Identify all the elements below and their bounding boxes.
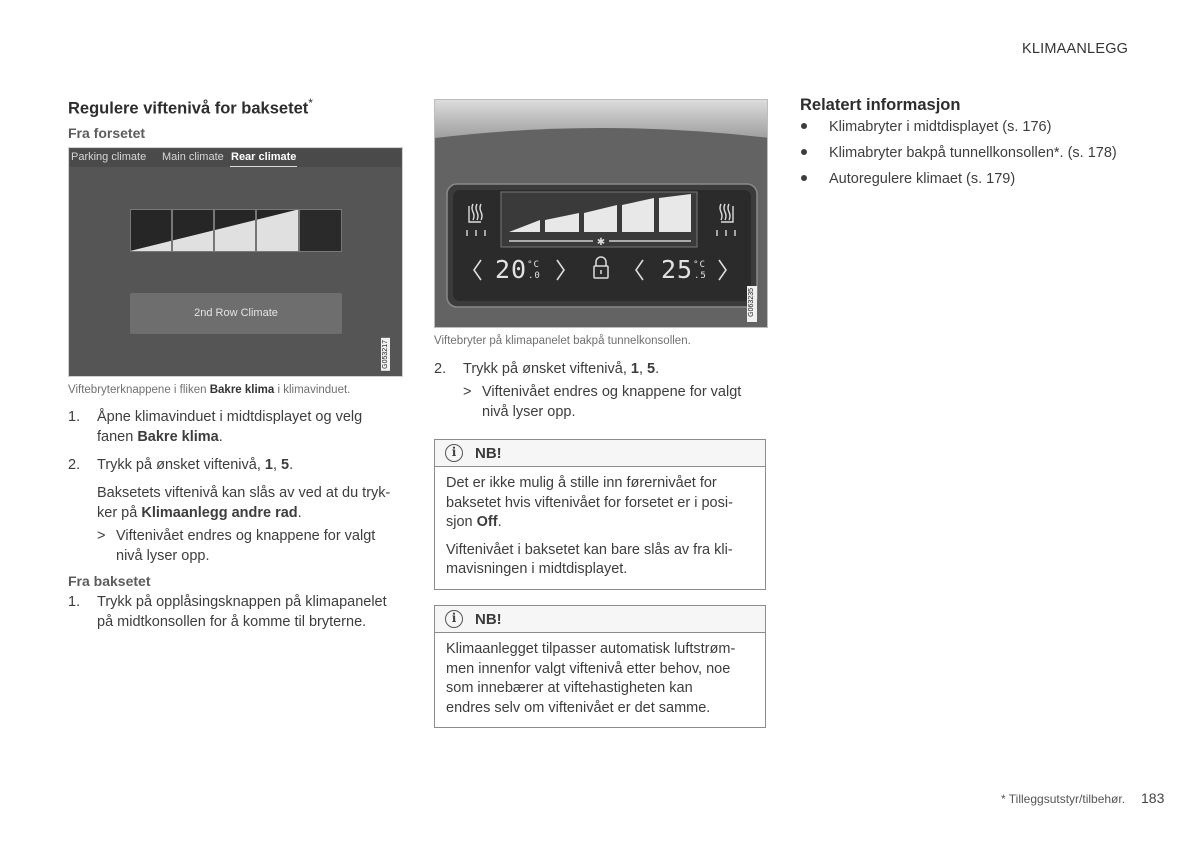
nb-text: men innenfor valgt viftenivå etter behov, noe <box>446 660 731 677</box>
nb-bold: Off <box>476 514 498 530</box>
nb-title: NB! <box>475 611 502 628</box>
tab-rear-climate: Rear climate <box>231 151 297 163</box>
bullet-icon <box>801 175 807 181</box>
page-number: 183 <box>1141 790 1165 806</box>
nb-text: som innebærer at viftehastigheten kan <box>446 680 693 696</box>
climate-tabs <box>70 149 401 167</box>
section-title-text: Regulere viftenivå for baksetet <box>68 99 309 118</box>
step-text: Trykk på ønsket viftenivå, <box>97 457 265 473</box>
result-text: Viftenivået endres og knappene for valgt <box>116 528 376 544</box>
step-text: , <box>638 361 648 377</box>
temp-left-value: 20 <box>495 255 528 284</box>
related-link[interactable]: Autoregulere klimaet (s. 179) <box>829 171 1016 187</box>
step-2-note <box>97 484 417 523</box>
section-header: KLIMAANLEGG <box>1022 41 1129 57</box>
step-text: , <box>272 457 282 473</box>
nb-text: Det er ikke mulig å stille inn førernivået for <box>446 475 717 491</box>
step-1 <box>68 408 408 447</box>
middle-step-2 <box>434 360 768 380</box>
result-marker: > <box>97 528 106 544</box>
option-star: * <box>308 96 313 110</box>
related-title: Relatert informasjon <box>800 96 961 114</box>
fan-level-bar <box>130 209 342 252</box>
figure-caption <box>68 384 350 396</box>
step-text: . <box>289 457 294 473</box>
caption-text-end: i klimavinduet. <box>274 384 351 396</box>
nb-text: baksetet hvis viftenivået for forsetet er i posi- <box>446 494 733 511</box>
note-text-line2 <box>97 504 417 524</box>
temp-left-unit: °C <box>527 260 540 270</box>
step-bold: 5 <box>281 457 290 473</box>
result-middle <box>463 383 768 422</box>
note-bold: Klimaanlegg andre rad <box>141 504 298 521</box>
panel-illustration <box>435 100 768 328</box>
related-link-item[interactable] <box>800 170 1160 196</box>
figure-code: G053217 <box>382 340 389 369</box>
nb-text: endres selv om viftenivået er det samme. <box>446 699 711 716</box>
climate-screen-figure <box>68 147 403 377</box>
temp-right-decimal: .5 <box>693 271 707 281</box>
step-text: . <box>655 361 660 377</box>
rear-step-1 <box>68 593 408 632</box>
nb-text: sjon <box>446 514 477 530</box>
nb-text: . <box>497 514 502 530</box>
nb-text-line3 <box>446 513 754 533</box>
related-link-item[interactable] <box>800 118 1160 144</box>
result-text: nivå lyser opp. <box>116 547 210 564</box>
nb-header <box>435 440 765 467</box>
related-link[interactable]: Klimabryter bakpå tunnellkonsollen*. (s. 178) <box>829 145 1117 161</box>
result-text: nivå lyser opp. <box>482 403 576 420</box>
fan-level-segment-5 <box>300 210 342 252</box>
nb-body <box>435 467 765 589</box>
bullet-icon <box>801 149 807 155</box>
temp-left-display <box>495 255 553 284</box>
step-2 <box>68 456 408 476</box>
second-row-climate-button: 2nd Row Climate <box>130 293 342 334</box>
bullet-icon <box>801 123 807 129</box>
fan-bar-5 <box>659 194 691 232</box>
nb-box-1 <box>434 439 766 590</box>
nb-text: Viftenivået i baksetet kan bare slås av fra kli- <box>446 541 733 558</box>
step-bold: Bakre klima <box>137 428 219 445</box>
temp-right-display <box>661 255 719 284</box>
step-text: Trykk på opplåsingsknappen på klimapanelet <box>97 594 387 610</box>
step-text-line2 <box>97 428 408 448</box>
step-number: 1. <box>68 594 81 610</box>
result-text: Viftenivået endres og knappene for valgt <box>482 384 742 400</box>
step-text: Trykk på ønsket viftenivå, <box>463 361 631 377</box>
nb-title: NB! <box>475 445 502 462</box>
nb-paragraph <box>446 640 754 718</box>
nb-body <box>435 633 765 727</box>
related-link[interactable]: Klimabryter i midtdisplayet (s. 176) <box>829 119 1052 135</box>
info-icon: i <box>445 610 463 628</box>
result-marker: > <box>463 384 472 400</box>
tab-parking-climate: Parking climate <box>71 151 147 163</box>
nb-text: Klimaanlegget tilpasser automatisk luftstrøm- <box>446 641 736 657</box>
step-text: Åpne klimavinduet i midtdisplayet og velg <box>97 409 363 425</box>
step-bold: 1 <box>630 361 639 377</box>
step-number: 1. <box>68 409 81 425</box>
temp-left-decimal: .0 <box>527 271 541 281</box>
step-text: fanen <box>97 428 138 445</box>
nb-box-2 <box>434 605 766 728</box>
step-number: 2. <box>434 361 447 377</box>
temp-right-value: 25 <box>661 255 694 284</box>
result-left <box>97 527 417 566</box>
subheading-rear: Fra baksetet <box>68 573 151 589</box>
fan-icon: ✱ <box>596 237 606 248</box>
step-text: . <box>218 428 223 445</box>
nb-header <box>435 606 765 633</box>
related-link-item[interactable] <box>800 144 1160 170</box>
note-text: . <box>297 504 302 521</box>
nb-paragraph <box>446 474 754 533</box>
step-bold: 1 <box>264 457 273 473</box>
footnote: * Tilleggsutstyr/tilbehør. <box>1001 792 1126 806</box>
related-links <box>800 118 1160 196</box>
step-bold: 5 <box>647 361 656 377</box>
tab-main-climate: Main climate <box>162 151 224 163</box>
caption-bold: Bakre klima <box>209 384 275 396</box>
note-text: ker på <box>97 504 142 521</box>
step-number: 2. <box>68 457 81 473</box>
nb-paragraph <box>446 541 754 580</box>
note-text: Baksetets viftenivå kan slås av ved at du tryk- <box>97 485 391 501</box>
nb-text: mavisningen i midtdisplayet. <box>446 561 628 577</box>
step-text: på midtkonsollen for å komme til bryterne. <box>97 613 367 630</box>
info-icon: i <box>445 444 463 462</box>
climate-panel-photo <box>434 99 768 328</box>
active-tab-indicator <box>230 166 297 167</box>
panel-figure-code: G063235 <box>748 288 755 317</box>
subheading-front: Fra forsetet <box>68 125 146 141</box>
temp-right-unit: °C <box>693 260 706 270</box>
panel-caption: Viftebryter på klimapanelet bakpå tunnelkonsollen. <box>434 335 691 347</box>
caption-text: Viftebryterknappene i fliken <box>68 384 210 396</box>
section-title <box>68 96 313 119</box>
